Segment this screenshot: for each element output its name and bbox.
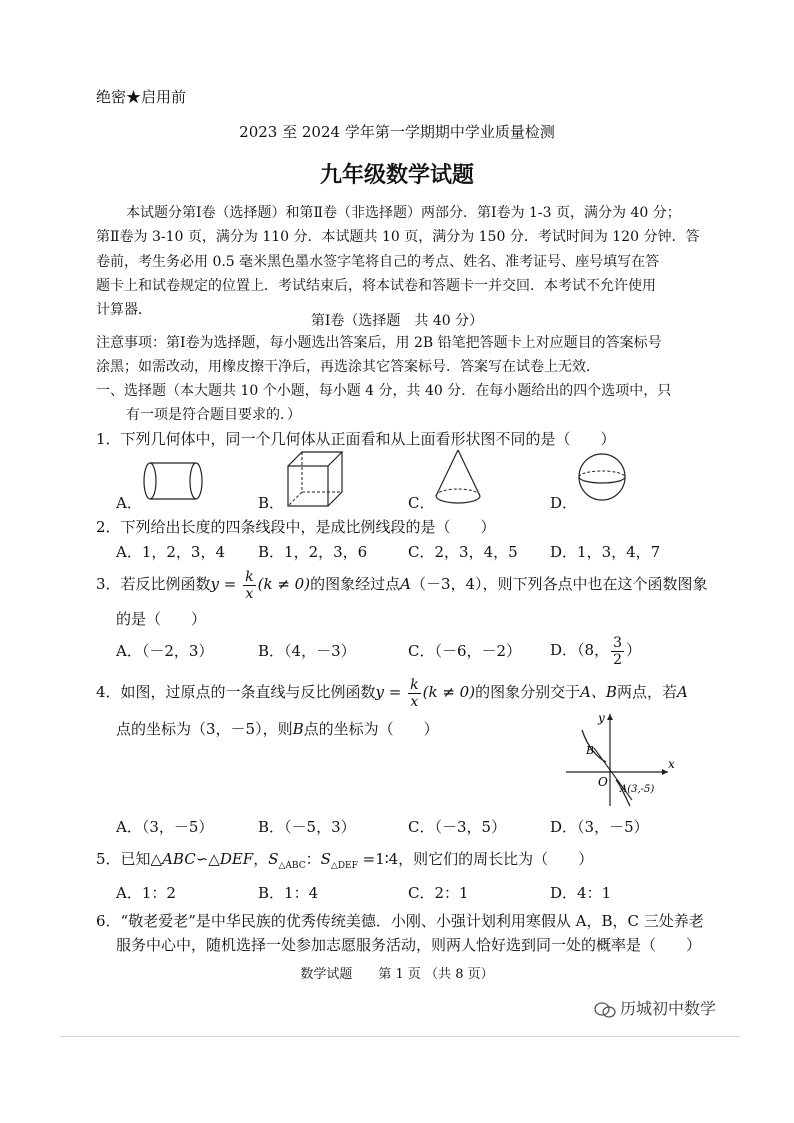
q3-optd-post: ） [626, 641, 642, 659]
intro-line-3: 卷前，考生务必用 0.5 毫米黑色墨水签字笔将自己的考点、姓名、准考证号、座号填写在答 [96, 254, 660, 270]
q3-pre: 3．若反比例函数 [96, 575, 211, 593]
q5-option-b: B．1：4 [258, 884, 319, 902]
intro-line-1: 本试题分第Ⅰ卷（选择题）和第Ⅱ卷（非选择题）两部分．第Ⅰ卷为 1-3 页，满分为 40 分； [126, 205, 681, 221]
q3-stem [96, 564, 708, 604]
q3-optd-pre: D．（8， [550, 641, 610, 659]
q2-stem: 2．下列给出长度的四条线段中，是成比例线段的是（ ） [96, 518, 496, 536]
q3-option-d [550, 630, 641, 670]
intro-line-4: 题卡上和试卷规定的位置上．考试结束后，将本试卷和答题卡一并交回．本考试不允许使用 [96, 278, 656, 294]
watermark [594, 996, 716, 1019]
q2-option-c: C．2，3，4，5 [408, 543, 518, 561]
q2-option-d: D．1，3，4，7 [550, 543, 661, 561]
intro-line-2: 第Ⅱ卷为 3-10 页，满分为 110 分．本试题共 10 页，满分为 150 分．考试时间为 120 分钟．答 [96, 229, 700, 245]
q3-optd-den: 2 [613, 651, 622, 668]
q3-option-a: A．（－2，3） [116, 642, 214, 660]
q5-option-a: A．1：2 [116, 884, 176, 902]
q6-line-1: 6．“敬老爱老”是中华民族的优秀传统美德．小刚、小强计划利用寒假从 A，B，C 三处养老 [96, 912, 704, 930]
q3-mid: 的图象经过点 [310, 575, 401, 593]
section-line-1: 一、选择题（本大题共 10 个小题，每小题 4 分，共 40 分．在每小题给出的四个选项中，只 [96, 383, 672, 399]
q3-point-name: A [400, 575, 411, 593]
q4-graph-origin-label: O [598, 775, 608, 789]
paper-title: 九年级数学试题 [319, 162, 474, 188]
q4-points: A、B [580, 683, 617, 701]
q4-post: 两点，若 [616, 683, 677, 701]
page-footer: 数学试题 第 1 页 （共 8 页） [300, 967, 494, 982]
exam-title: 2023 至 2024 学年第一学期期中学业质量检测 [239, 123, 555, 141]
q1-option-b: B． [258, 494, 285, 512]
q4-mid: 的图象分别交于 [475, 683, 581, 701]
q4-option-d: D．（3，－5） [550, 818, 649, 836]
q4-func-y: y [375, 683, 385, 701]
q3-frac-den: x [245, 585, 254, 602]
q4-eq: = [384, 683, 407, 701]
q3-option-b: B．（4，－3） [258, 642, 356, 660]
q3-func-y: y [210, 575, 220, 593]
cube-icon [284, 450, 346, 508]
q4-hyperbola-graph [560, 708, 676, 808]
q2-option-a: A．1，2，3，4 [116, 543, 226, 561]
q5-s2-sub: △DEF [330, 861, 358, 871]
q4-line2b: B [292, 720, 304, 738]
q4-cond: (k ≠ 0) [422, 683, 476, 701]
q4-option-a: A．（3，－5） [116, 818, 214, 836]
sphere-icon [576, 451, 628, 503]
q3-optd-fraction [611, 635, 624, 668]
q5-s1: S [268, 850, 279, 868]
q4-option-c: C．（－3，5） [408, 818, 507, 836]
q5-abc: ABC [162, 850, 196, 868]
q3-optd-num: 3 [613, 634, 622, 651]
q4-frac-num: k [410, 676, 419, 693]
q4-line2a: 点的坐标为（3，－5），则 [116, 720, 293, 738]
q4-stem [96, 672, 688, 712]
section-line-2: 有一项是符合题目要求的．） [126, 407, 301, 423]
q5-sim: ∽△ [195, 850, 220, 868]
q5-s2: S [320, 850, 331, 868]
q4-graph-point-b: B [586, 744, 595, 757]
q4-graph-point-a: A(3,-5) [620, 784, 655, 795]
confidential-mark: 绝密★启用前 [96, 88, 187, 106]
q3-eq: = [219, 575, 242, 593]
q5-pre: 5．已知△ [96, 850, 163, 868]
q3-line-2: 的是（ ） [116, 610, 207, 628]
cone-icon [432, 448, 484, 508]
q3-frac-num: k [245, 568, 254, 585]
q4-graph-y-label: y [598, 711, 605, 725]
q1-option-a: A． [116, 494, 142, 512]
q5-def: DEF [219, 850, 254, 868]
part1-title: 第Ⅰ卷（选择题 共 40 分） [310, 313, 484, 329]
q4-line-2 [116, 718, 439, 739]
q4-frac-den: x [410, 693, 419, 710]
notice-line-1: 注意事项：第Ⅰ卷为选择题，每小题选出答案后，用 2B 铅笔把答题卡上对应题目的答案标号 [96, 335, 662, 351]
cylinder-icon [138, 457, 210, 505]
q1-option-d: D． [550, 494, 578, 512]
q2-option-b: B．1，2，3，6 [258, 543, 368, 561]
q4-line2c: 点的坐标为（ ） [303, 720, 439, 738]
q1-stem: 1．下列几何体中，同一个几何体从正面看和从上面看形状图不同的是（ ） [96, 430, 616, 448]
q4-option-b: B．（－5，3） [258, 818, 356, 836]
q3-option-c: C．（－6，－2） [408, 642, 522, 660]
intro-line-5: 计算器． [96, 302, 152, 318]
q5-stem [96, 848, 593, 871]
q4-fraction [408, 677, 420, 710]
q5-comma: ， [253, 850, 269, 868]
q5-colon: ： [305, 850, 321, 868]
q3-fraction [243, 569, 255, 602]
q5-ratio: =1∶4，则它们的周长比为（ ） [357, 850, 594, 868]
q1-option-c: C． [408, 494, 435, 512]
q4-graph-x-label: x [668, 757, 675, 771]
notice-line-2: 涂黑；如需改动，用橡皮擦干净后，再选涂其它答案标号．答案写在试卷上无效． [96, 359, 600, 375]
q5-s1-sub: △ABC [278, 861, 306, 871]
q3-point: （－3，4），则下列各点中也在这个函数图象 [410, 575, 708, 593]
bottom-divider [60, 1036, 740, 1037]
watermark-text: 历城初中数学 [620, 999, 717, 1018]
wechat-icon [594, 1001, 616, 1019]
q5-option-d: D．4：1 [550, 884, 612, 902]
q6-line-2: 服务中心中，随机选择一处参加志愿服务活动，则两人恰好选到同一处的概率是（ ） [116, 936, 702, 954]
q4-pre: 4．如图，过原点的一条直线与反比例函数 [96, 683, 376, 701]
q5-option-c: C．2：1 [408, 884, 469, 902]
q4-end: A [676, 683, 688, 701]
q3-cond: (k ≠ 0) [257, 575, 311, 593]
